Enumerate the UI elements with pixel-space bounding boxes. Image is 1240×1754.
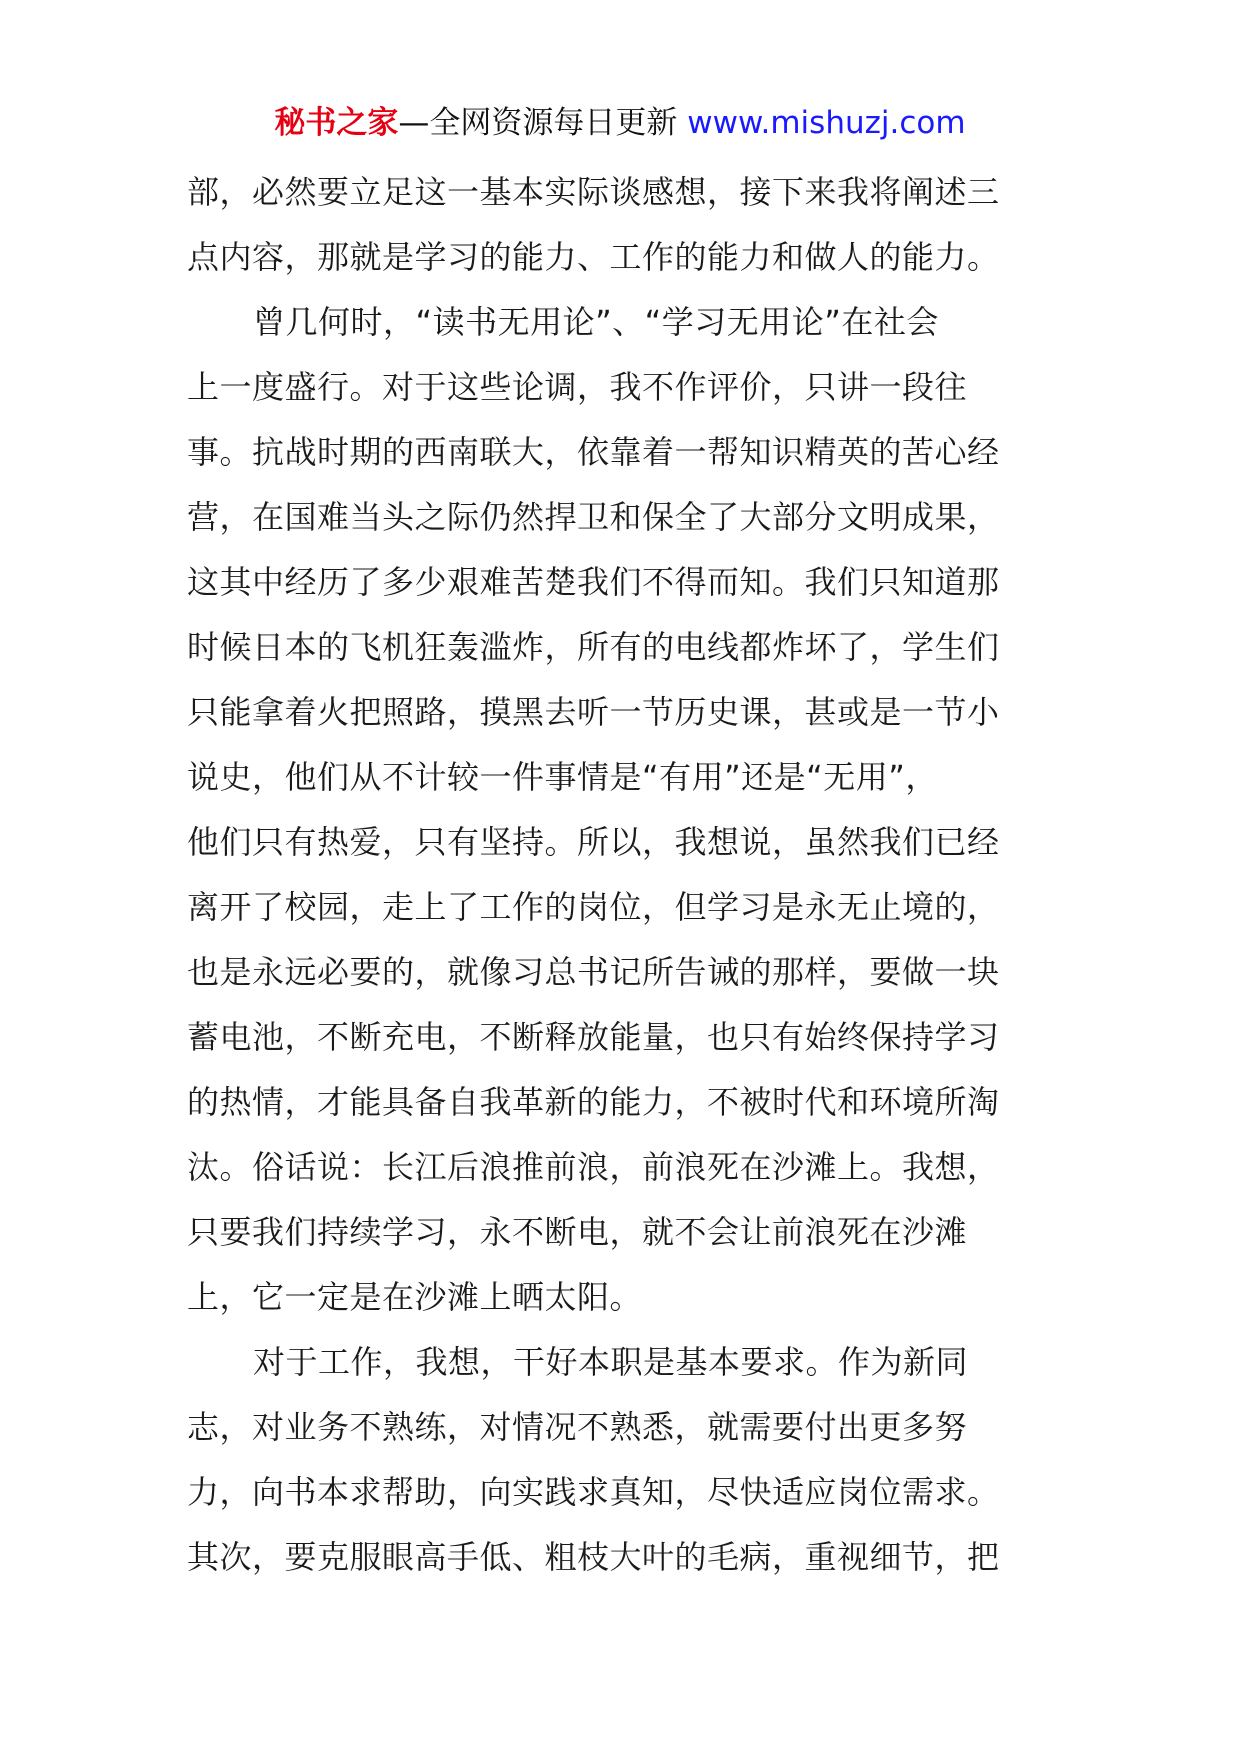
- body-line: 志，对业务不熟练，对情况不熟悉，就需要付出更多努: [187, 1408, 968, 1446]
- brand-name: 秘书之家: [274, 105, 399, 141]
- body-line: 曾几何时，“读书无用论”、“学习无用论”在社会: [253, 303, 939, 341]
- body-line: 说史，他们从不计较一件事情是“有用”还是“无用”，: [187, 758, 938, 796]
- body-line: 蓄电池，不断充电，不断释放能量，也只有始终保持学习: [187, 1018, 1000, 1056]
- body-line: 这其中经历了多少艰难苦楚我们不得而知。我们只知道那: [187, 563, 1000, 601]
- body-line: 营，在国难当头之际仍然捍卫和保全了大部分文明成果，: [187, 498, 1000, 536]
- body-line: 只要我们持续学习，永不断电，就不会让前浪死在沙滩: [187, 1213, 968, 1251]
- site-url-link[interactable]: www.mishuzj.com: [687, 105, 966, 141]
- body-line: 上，它一定是在沙滩上晒太阳。: [187, 1278, 643, 1316]
- body-line: 事。抗战时期的西南联大，依靠着一帮知识精英的苦心经: [187, 433, 1000, 471]
- header-tagline: —全网资源每日更新: [398, 105, 678, 141]
- body-line: 离开了校园，走上了工作的岗位，但学习是永无止境的，: [187, 888, 1000, 926]
- body-line: 部，必然要立足这一基本实际谈感想，接下来我将阐述三: [187, 173, 1000, 211]
- body-line: 汰。俗话说：长江后浪推前浪，前浪死在沙滩上。我想，: [187, 1148, 1000, 1186]
- body-line: 的热情，才能具备自我革新的能力，不被时代和环境所淘: [187, 1083, 1000, 1121]
- body-line: 其次，要克服眼高手低、粗枝大叶的毛病，重视细节，把: [187, 1538, 1000, 1576]
- body-line: 也是永远必要的，就像习总书记所告诫的那样，要做一块: [187, 953, 1000, 991]
- page-header: [0, 100, 1240, 146]
- body-line: 对于工作，我想，干好本职是基本要求。作为新同: [253, 1343, 969, 1381]
- body-line: 力，向书本求帮助，向实践求真知，尽快适应岗位需求。: [187, 1473, 1000, 1511]
- body-line: 他们只有热爱，只有坚持。所以，我想说，虽然我们已经: [187, 823, 1000, 861]
- body-line: 点内容，那就是学习的能力、工作的能力和做人的能力。: [187, 238, 1000, 276]
- body-line: 时候日本的飞机狂轰滥炸，所有的电线都炸坏了，学生们: [187, 628, 1000, 666]
- body-line: 只能拿着火把照路，摸黑去听一节历史课，甚或是一节小: [187, 693, 1000, 731]
- body-line: 上一度盛行。对于这些论调，我不作评价，只讲一段往: [187, 368, 968, 406]
- document-body: [187, 160, 1057, 1590]
